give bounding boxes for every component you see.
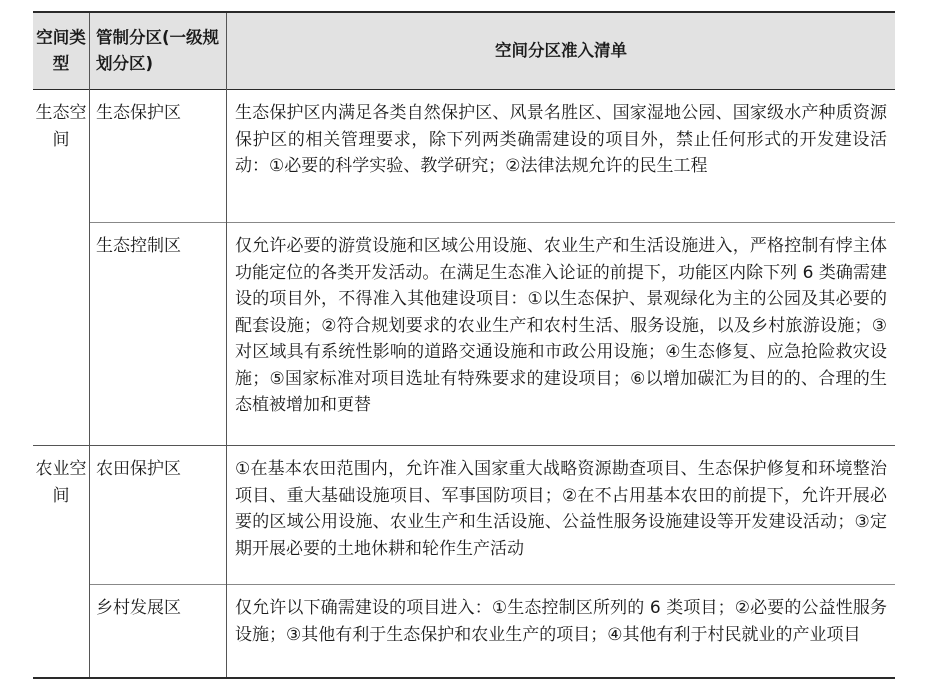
table-row	[33, 585, 895, 678]
zone-name: 生态保护区	[90, 90, 227, 223]
table-row	[33, 223, 895, 446]
zone-content: 仅允许必要的游赏设施和区域公用设施、农业生产和生活设施进入，严格控制有悖主体功能定位的各类开发活动。在满足生态准入论证的前提下，功能区内除下列 6 类确需建设的项目外，不得准入其他建设项目：①以生态保护、景观绿化为主的公园及其必要的配套设施；②符合规划要求的农业生产和农村生活、服务设施，以及乡村旅游设施；③对区域具有系统性影响的道路交通设施和市政公用设施；④生态修复、应急抢险救灾设施；⑤国家标准对项目选址有特殊要求的建设项目；⑥以增加碳汇为目的的、合理的生态植被增加和更替	[227, 223, 896, 446]
zone-content: 生态保护区内满足各类自然保护区、风景名胜区、国家湿地公园、国家级水产种质资源保护区的相关管理要求，除下列两类确需建设的项目外，禁止任何形式的开发建设活动：①必要的科学实验、教学研究；②法律法规允许的民生工程	[227, 90, 896, 223]
table-row	[33, 446, 895, 585]
table-row	[33, 90, 895, 223]
header-access-list: 空间分区准入清单	[227, 12, 896, 90]
header-space-type: 空间类型	[33, 12, 90, 90]
zone-content: 仅允许以下确需建设的项目进入：①生态控制区所列的 6 类项目；②必要的公益性服务设施；③其他有利于生态保护和农业生产的项目；④其他有利于村民就业的产业项目	[227, 585, 896, 678]
zone-content: ①在基本农田范围内，允许准入国家重大战略资源勘查项目、生态保护修复和环境整治项目、重大基础设施项目、军事国防项目；②在不占用基本农田的前提下，允许开展必要的区域公用设施、农业生产和生活设施、公益性服务设施建设等开发建设活动；③定期开展必要的土地休耕和轮作生产活动	[227, 446, 896, 585]
space-type-ecological: 生态空间	[35, 103, 87, 150]
zone-name: 乡村发展区	[90, 585, 227, 678]
header-row	[33, 12, 895, 90]
header-zone: 管制分区(一级规划分区)	[90, 12, 227, 90]
zone-name: 生态控制区	[90, 223, 227, 446]
zone-name: 农田保护区	[90, 446, 227, 585]
zoning-access-table	[33, 11, 895, 679]
space-type-agricultural: 农业空间	[35, 459, 87, 506]
